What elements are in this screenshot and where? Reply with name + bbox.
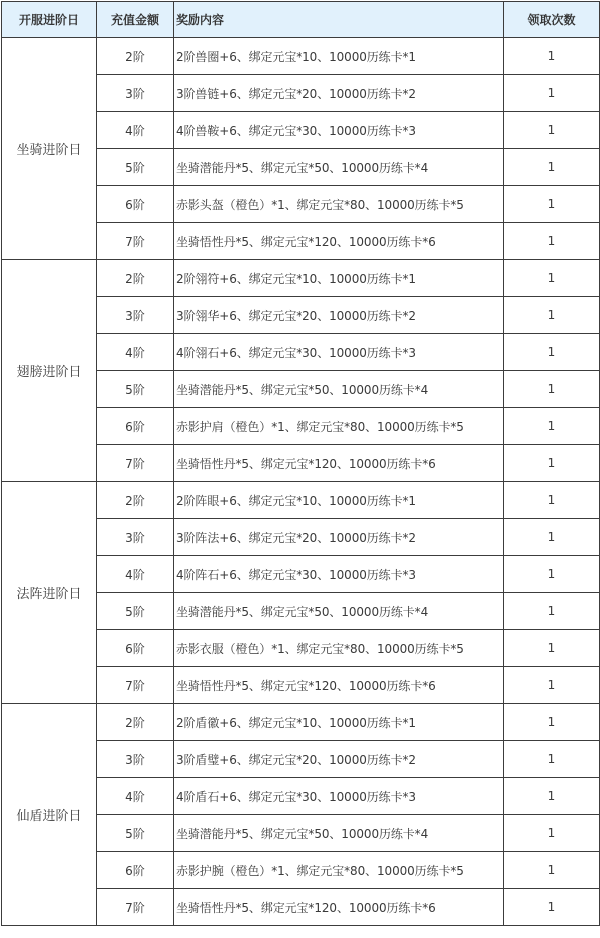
count-cell: 1 [504, 445, 600, 482]
tier-cell: 3阶 [97, 75, 174, 112]
count-cell: 1 [504, 593, 600, 630]
reward-cell: 2阶翎符+6、绑定元宝*10、10000历练卡*1 [174, 260, 504, 297]
header-amount: 充值金额 [97, 2, 174, 38]
reward-cell: 2阶阵眼+6、绑定元宝*10、10000历练卡*1 [174, 482, 504, 519]
tier-cell: 4阶 [97, 112, 174, 149]
tier-cell: 5阶 [97, 371, 174, 408]
tier-cell: 6阶 [97, 852, 174, 889]
count-cell: 1 [504, 704, 600, 741]
day-cell: 翅膀进阶日 [2, 260, 97, 482]
day-cell: 法阵进阶日 [2, 482, 97, 704]
tier-cell: 5阶 [97, 149, 174, 186]
count-cell: 1 [504, 815, 600, 852]
tier-cell: 7阶 [97, 445, 174, 482]
reward-cell: 坐骑悟性丹*5、绑定元宝*120、10000历练卡*6 [174, 667, 504, 704]
count-cell: 1 [504, 149, 600, 186]
count-cell: 1 [504, 852, 600, 889]
count-cell: 1 [504, 112, 600, 149]
count-cell: 1 [504, 75, 600, 112]
tier-cell: 2阶 [97, 482, 174, 519]
reward-cell: 2阶盾徽+6、绑定元宝*10、10000历练卡*1 [174, 704, 504, 741]
count-cell: 1 [504, 371, 600, 408]
day-cell: 坐骑进阶日 [2, 38, 97, 260]
count-cell: 1 [504, 38, 600, 75]
count-cell: 1 [504, 630, 600, 667]
reward-cell: 坐骑悟性丹*5、绑定元宝*120、10000历练卡*6 [174, 445, 504, 482]
table-row [2, 38, 600, 75]
table-row [2, 704, 600, 741]
tier-cell: 4阶 [97, 556, 174, 593]
reward-cell: 4阶盾石+6、绑定元宝*30、10000历练卡*3 [174, 778, 504, 815]
reward-cell: 3阶盾璧+6、绑定元宝*20、10000历练卡*2 [174, 741, 504, 778]
reward-cell: 3阶翎华+6、绑定元宝*20、10000历练卡*2 [174, 297, 504, 334]
header-day: 开服进阶日 [2, 2, 97, 38]
tier-cell: 6阶 [97, 630, 174, 667]
table-header [2, 2, 600, 38]
reward-cell: 坐骑潜能丹*5、绑定元宝*50、10000历练卡*4 [174, 371, 504, 408]
reward-cell: 赤影衣服（橙色）*1、绑定元宝*80、10000历练卡*5 [174, 630, 504, 667]
reward-cell: 坐骑潜能丹*5、绑定元宝*50、10000历练卡*4 [174, 593, 504, 630]
table-body [2, 38, 600, 926]
tier-cell: 2阶 [97, 260, 174, 297]
reward-cell: 坐骑潜能丹*5、绑定元宝*50、10000历练卡*4 [174, 815, 504, 852]
header-reward: 奖励内容 [174, 2, 504, 38]
reward-cell: 4阶翎石+6、绑定元宝*30、10000历练卡*3 [174, 334, 504, 371]
tier-cell: 3阶 [97, 297, 174, 334]
count-cell: 1 [504, 334, 600, 371]
count-cell: 1 [504, 482, 600, 519]
tier-cell: 7阶 [97, 667, 174, 704]
count-cell: 1 [504, 778, 600, 815]
header-row [2, 2, 600, 38]
reward-cell: 赤影护腕（橙色）*1、绑定元宝*80、10000历练卡*5 [174, 852, 504, 889]
tier-cell: 5阶 [97, 815, 174, 852]
tier-cell: 2阶 [97, 38, 174, 75]
tier-cell: 3阶 [97, 519, 174, 556]
table-row [2, 260, 600, 297]
count-cell: 1 [504, 297, 600, 334]
count-cell: 1 [504, 741, 600, 778]
tier-cell: 7阶 [97, 889, 174, 926]
count-cell: 1 [504, 223, 600, 260]
count-cell: 1 [504, 667, 600, 704]
reward-cell: 赤影头盔（橙色）*1、绑定元宝*80、10000历练卡*5 [174, 186, 504, 223]
tier-cell: 4阶 [97, 778, 174, 815]
reward-cell: 4阶兽鞍+6、绑定元宝*30、10000历练卡*3 [174, 112, 504, 149]
header-count: 领取次数 [504, 2, 600, 38]
count-cell: 1 [504, 889, 600, 926]
reward-cell: 4阶阵石+6、绑定元宝*30、10000历练卡*3 [174, 556, 504, 593]
reward-cell: 坐骑悟性丹*5、绑定元宝*120、10000历练卡*6 [174, 223, 504, 260]
reward-cell: 坐骑悟性丹*5、绑定元宝*120、10000历练卡*6 [174, 889, 504, 926]
reward-cell: 2阶兽圈+6、绑定元宝*10、10000历练卡*1 [174, 38, 504, 75]
reward-cell: 3阶兽链+6、绑定元宝*20、10000历练卡*2 [174, 75, 504, 112]
reward-cell: 坐骑潜能丹*5、绑定元宝*50、10000历练卡*4 [174, 149, 504, 186]
tier-cell: 2阶 [97, 704, 174, 741]
tier-cell: 4阶 [97, 334, 174, 371]
tier-cell: 7阶 [97, 223, 174, 260]
tier-cell: 5阶 [97, 593, 174, 630]
count-cell: 1 [504, 260, 600, 297]
table-row [2, 482, 600, 519]
count-cell: 1 [504, 186, 600, 223]
reward-table [1, 1, 600, 926]
day-cell: 仙盾进阶日 [2, 704, 97, 926]
reward-cell: 赤影护肩（橙色）*1、绑定元宝*80、10000历练卡*5 [174, 408, 504, 445]
count-cell: 1 [504, 519, 600, 556]
tier-cell: 6阶 [97, 408, 174, 445]
tier-cell: 3阶 [97, 741, 174, 778]
tier-cell: 6阶 [97, 186, 174, 223]
count-cell: 1 [504, 556, 600, 593]
reward-cell: 3阶阵法+6、绑定元宝*20、10000历练卡*2 [174, 519, 504, 556]
count-cell: 1 [504, 408, 600, 445]
